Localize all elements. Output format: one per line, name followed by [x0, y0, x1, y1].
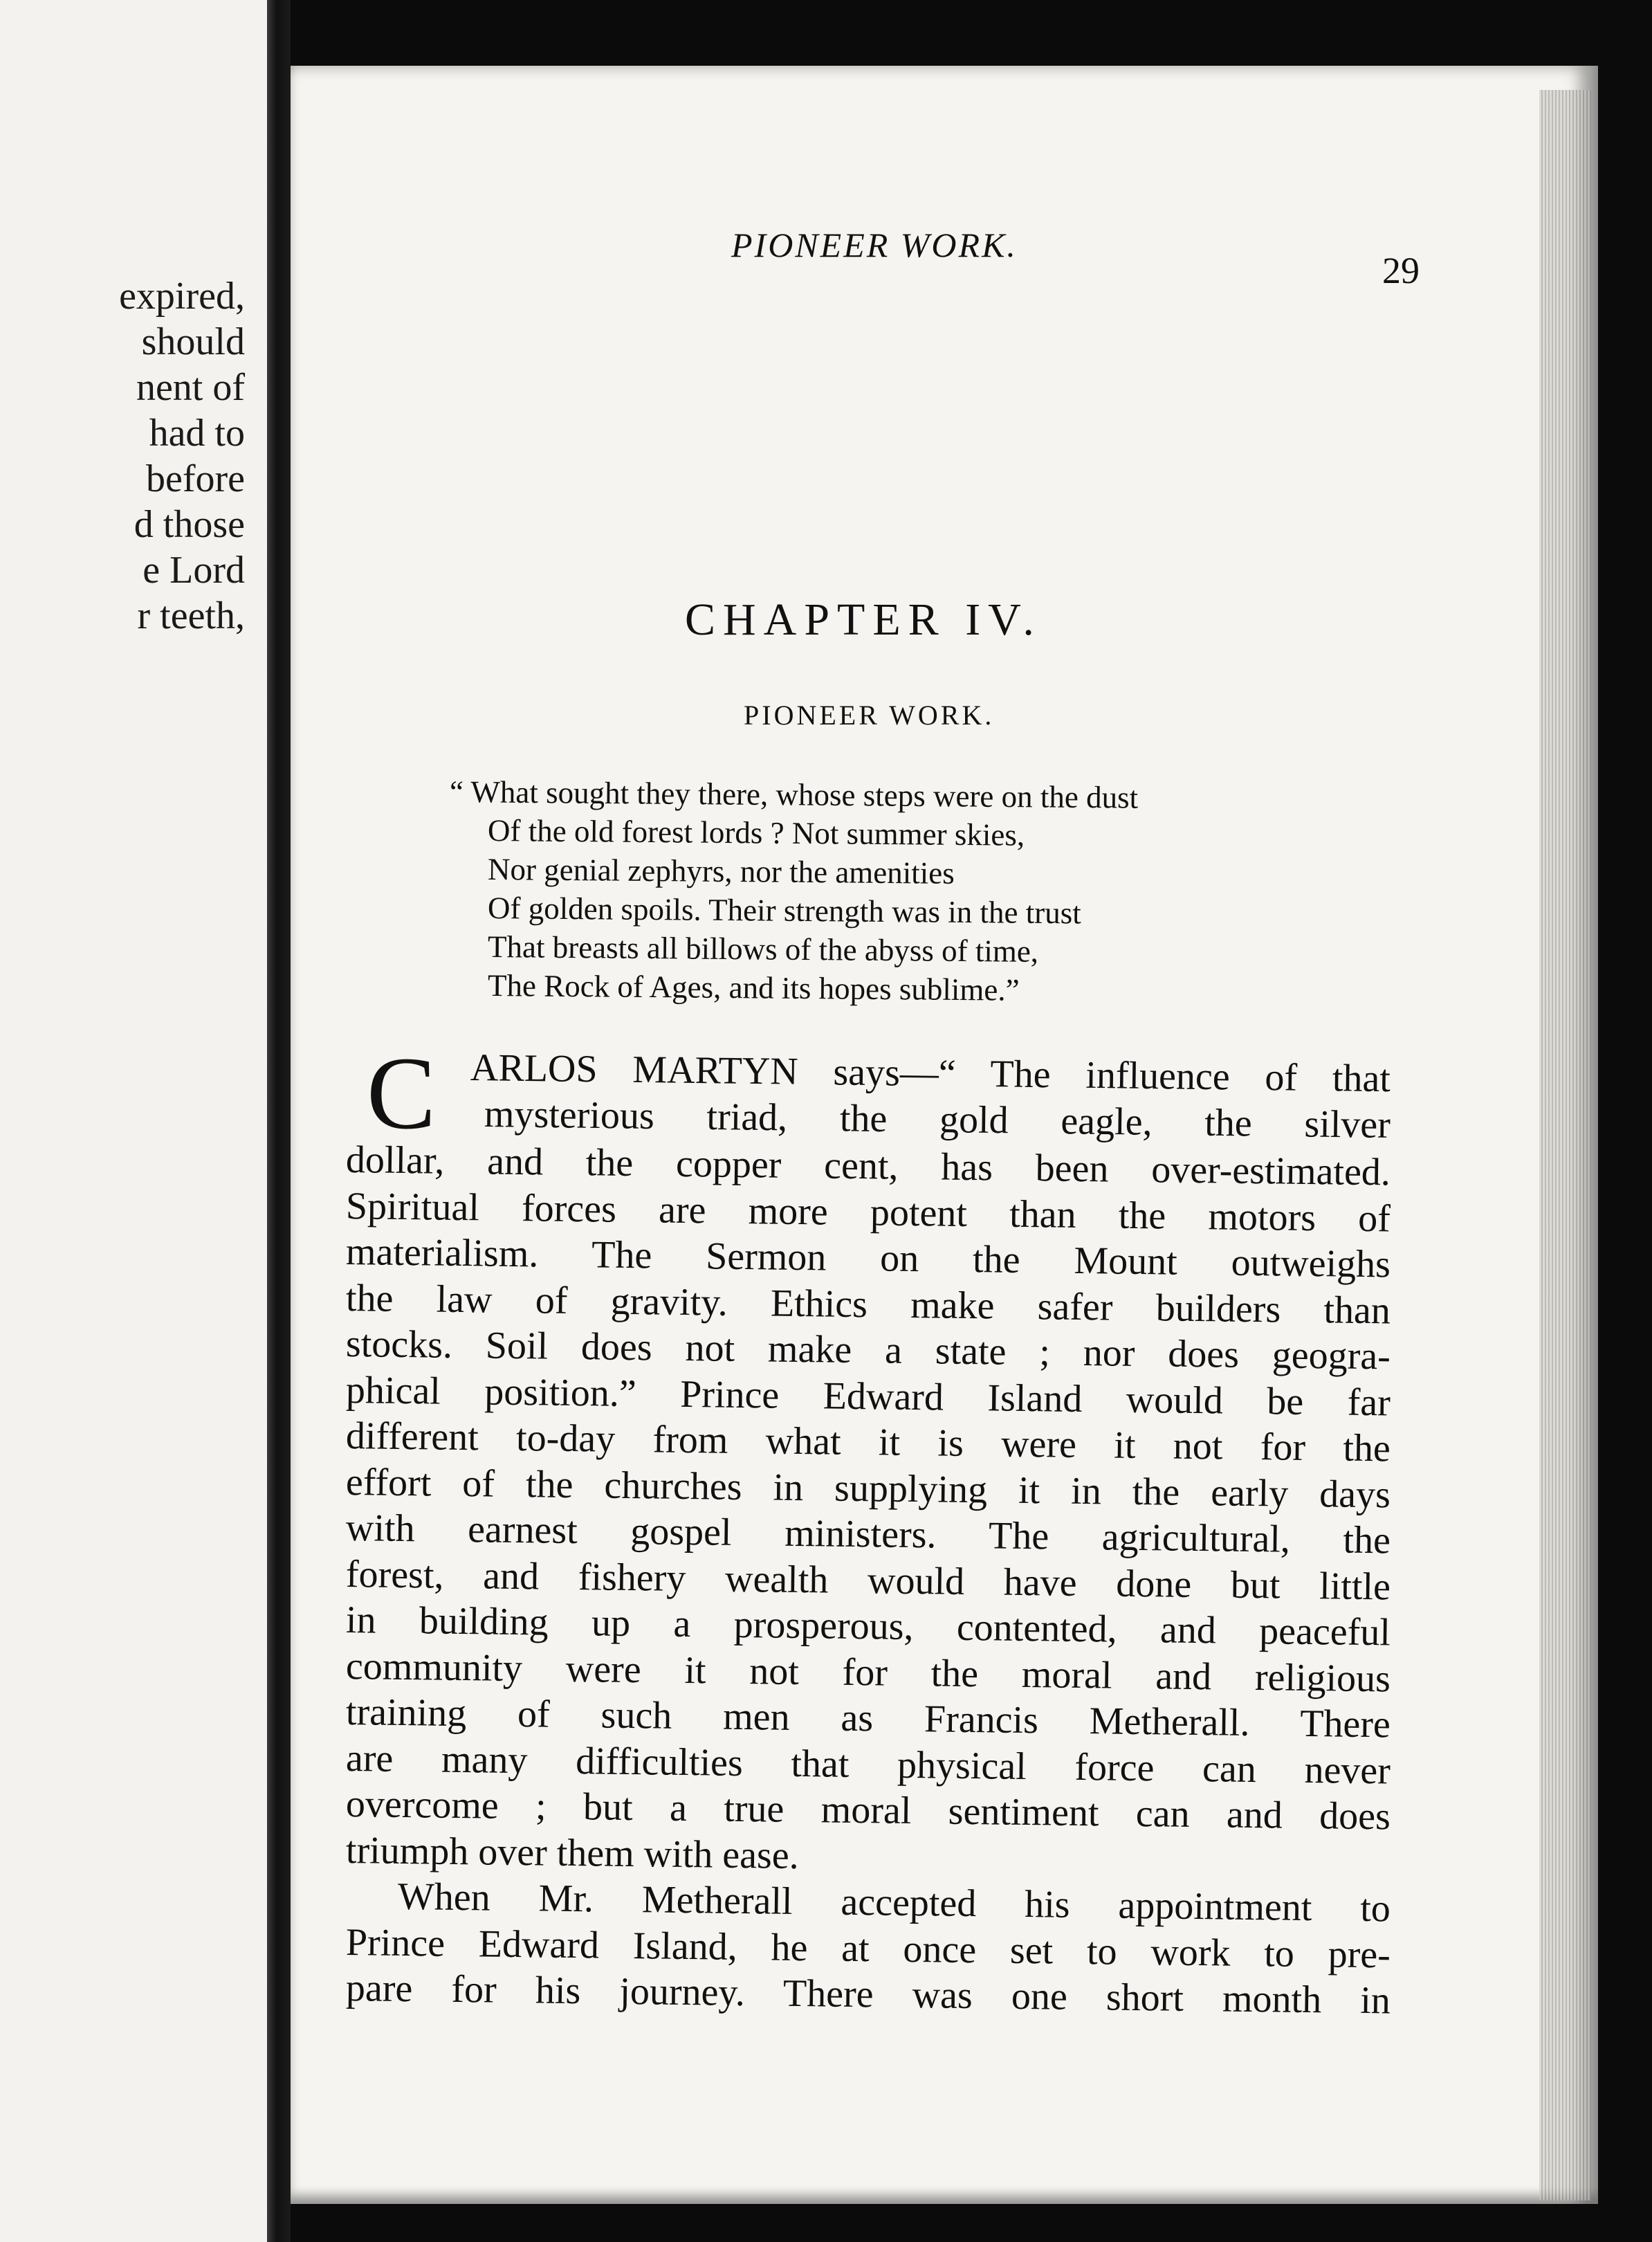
text-line: Prince Edward Island, he at once set to work to pre- [345, 1920, 1391, 1976]
text-line: are many difficulties that physical force can never [345, 1736, 1391, 1792]
text-line: overcome ; but a true moral sentiment can and does [345, 1783, 1391, 1839]
text-line: in building up a prosperous, contented, and peaceful [345, 1598, 1391, 1655]
prev-line: before [145, 457, 245, 500]
text-line: training of such men as Francis Metherall. There [345, 1690, 1391, 1747]
text-line: different to-day from what it is were it not for the [345, 1414, 1391, 1470]
page-edges [1539, 90, 1591, 2200]
running-head: PIONEER WORK. [731, 226, 1018, 264]
prev-line: had to [149, 412, 245, 455]
drop-cap: C [367, 1036, 437, 1151]
text-line: with earnest gospel ministers. The agricultural, the [345, 1506, 1391, 1562]
paragraph-opening [470, 1045, 1391, 1147]
prev-line: d those [134, 503, 245, 546]
epigraph-line: The Rock of Ages, and its hopes sublime.” [487, 968, 1020, 1008]
book-gutter [267, 0, 291, 2242]
text-line: dollar, and the copper cent, has been over-estimated. [345, 1138, 1391, 1194]
text-line: pare for his journey. There was one short month in [345, 1967, 1391, 2023]
epigraph-line: Of golden spoils. Their strength was in the trust [487, 891, 1081, 931]
epigraph-line: That breasts all billows of the abyss of time, [487, 929, 1039, 969]
text-line: phical position.” Prince Edward Island would be far [345, 1368, 1391, 1424]
epigraph-line: Of the old forest lords ? Not summer skies, [487, 813, 1025, 853]
text-line: effort of the churches in supplying it in the early days [345, 1460, 1391, 1516]
epigraph-line: Nor genial zephyrs, nor the amenities [487, 852, 955, 891]
chapter-title: CHAPTER IV. [685, 594, 1042, 645]
body-text [345, 1137, 1391, 2023]
text-line: the law of gravity. Ethics make safer builders than [345, 1276, 1391, 1332]
previous-page [0, 0, 267, 2242]
prev-line: r teeth, [137, 594, 245, 637]
previous-page-text [0, 273, 245, 653]
text-line: When Mr. Metherall accepted his appointment to [397, 1875, 1391, 1931]
prev-line: should [141, 320, 245, 363]
prev-line: e Lord [143, 549, 245, 592]
text-line: materialism. The Sermon on the Mount outweighs [345, 1230, 1391, 1286]
chapter-subtitle: PIONEER WORK. [744, 700, 995, 731]
text-line: forest, and fishery wealth would have done but little [345, 1552, 1391, 1608]
text-line: community were it not for the moral and religious [345, 1644, 1391, 1700]
text-line: stocks. Soil does not make a state ; nor does geogra- [345, 1322, 1391, 1378]
text-line: Spiritual forces are more potent than the motors of [345, 1184, 1391, 1240]
epigraph [449, 772, 1139, 1008]
prev-line: expired, [119, 275, 245, 318]
epigraph-line: “ What sought they there, whose steps were on the dust [449, 774, 1139, 815]
page-number: 29 [1382, 250, 1420, 291]
text-line: triumph over them with ease. [345, 1828, 800, 1877]
prev-line [0, 639, 245, 653]
text-line: ARLOS MARTYN says—“ The influence of that [470, 1046, 1391, 1101]
text-line: mysterious triad, the gold eagle, the silver [484, 1092, 1391, 1147]
prev-line: nent of [136, 366, 245, 409]
